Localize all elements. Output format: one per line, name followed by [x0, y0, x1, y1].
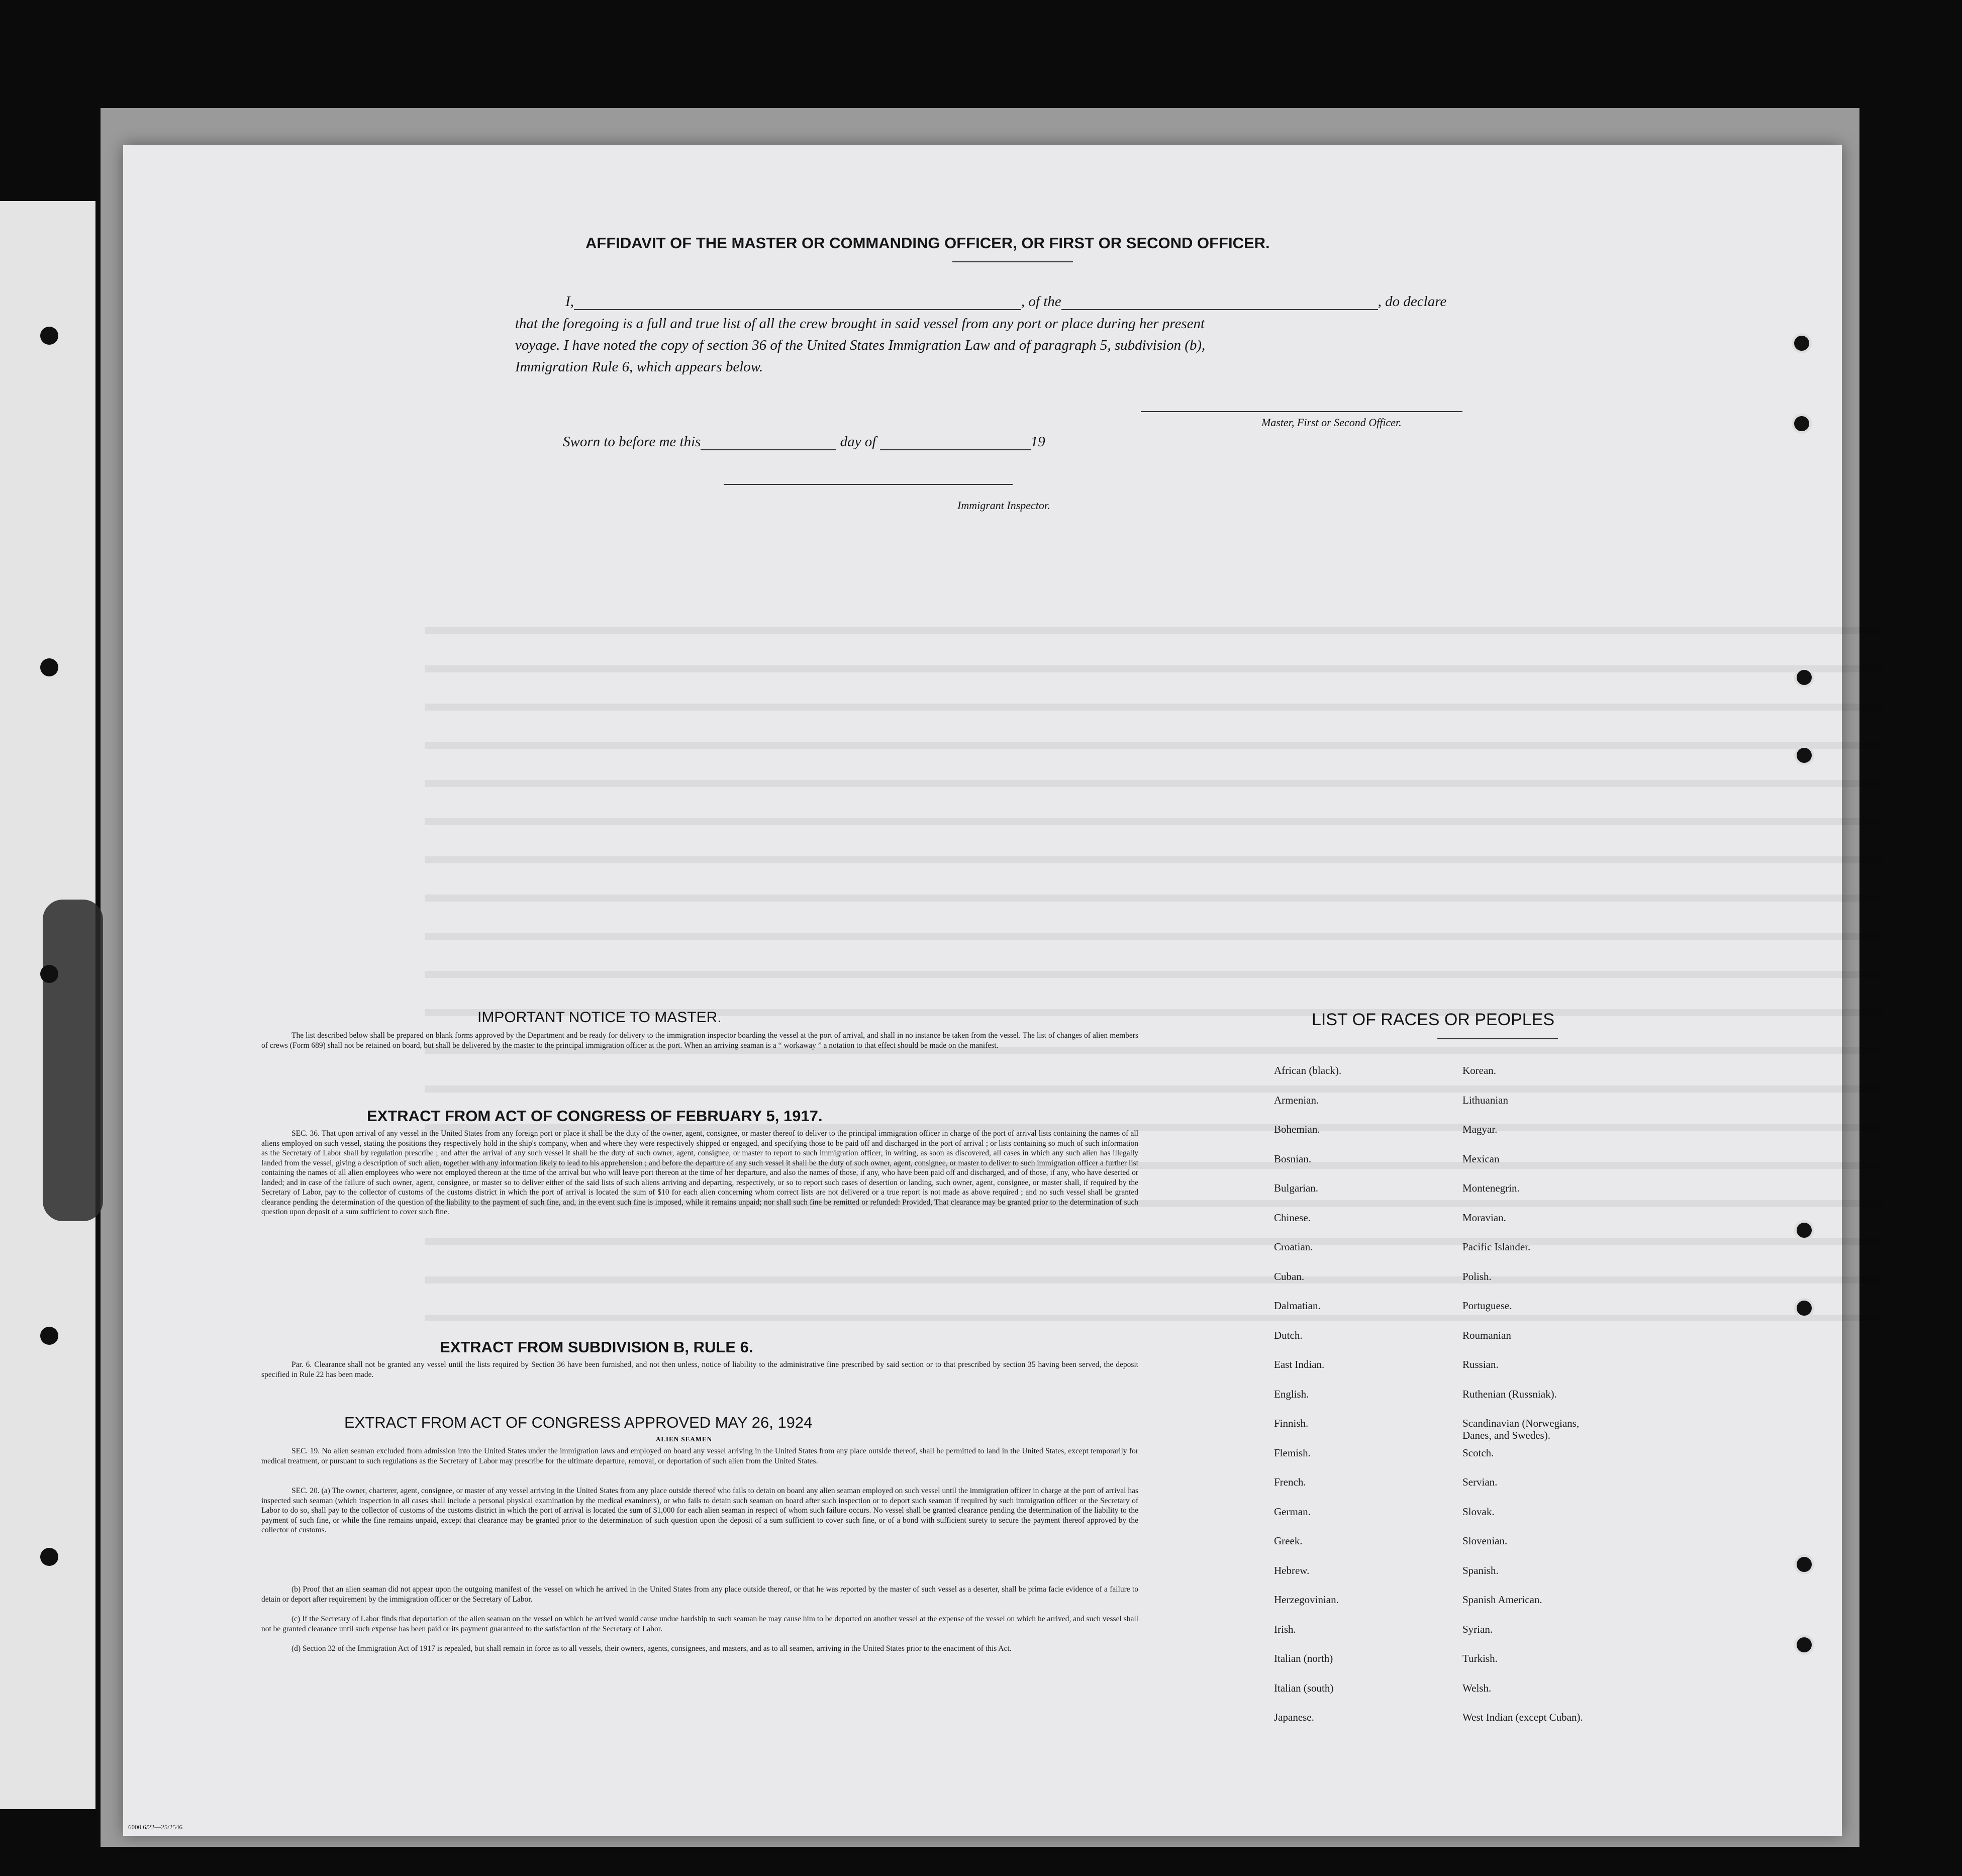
race-item: Chinese.	[1274, 1211, 1311, 1224]
inspector-label: Immigrant Inspector.	[957, 499, 1050, 512]
race-item: Hebrew.	[1274, 1564, 1310, 1576]
title-rule	[952, 261, 1073, 262]
race-item: African (black).	[1274, 1064, 1342, 1076]
master-signature-line[interactable]	[1141, 411, 1462, 412]
punch-hole	[40, 658, 58, 676]
punch-hole	[1794, 745, 1814, 765]
sworn-line	[563, 434, 1045, 450]
punch-hole	[1794, 1554, 1814, 1574]
race-item: Dutch.	[1274, 1329, 1303, 1341]
race-item: English.	[1274, 1388, 1309, 1400]
affidavit-line-4: Immigration Rule 6, which appears below.	[515, 359, 763, 375]
punch-hole	[1792, 333, 1812, 353]
race-item: Herzegovinian.	[1274, 1594, 1339, 1606]
race-item: Portuguese.	[1462, 1300, 1512, 1312]
name-blank[interactable]	[574, 309, 1021, 310]
races-title-rule	[1437, 1038, 1558, 1039]
race-item: Japanese.	[1274, 1711, 1314, 1723]
race-item: Croatian.	[1274, 1241, 1313, 1253]
race-item: Ruthenian (Russniak).	[1462, 1388, 1557, 1400]
race-item: Montenegrin.	[1462, 1182, 1520, 1194]
race-item: Slovenian.	[1462, 1535, 1508, 1547]
race-item: Slovak.	[1462, 1505, 1495, 1518]
sec-20c-text: (c) If the Secretary of Labor finds that deportation of the alien seaman on the vessel on which he arrived would cause undue hardship to such seaman he may cause him to be deported on another vessel at the expense of the vessel on which he arrived, and such vessel shall not be granted clearance until such expense has been paid or its payment guaranteed to the satisfaction of the Secretary of Labor.	[261, 1615, 1138, 1633]
day-of-text: day of	[840, 434, 876, 450]
inspector-signature-line[interactable]	[724, 484, 1013, 485]
race-item: Mexican	[1462, 1152, 1500, 1165]
race-item: Roumanian	[1462, 1329, 1511, 1341]
races-title: LIST OF RACES OR PEOPLES	[1312, 1010, 1555, 1029]
race-item: Dalmatian.	[1274, 1300, 1321, 1312]
notice-title: IMPORTANT NOTICE TO MASTER.	[477, 1009, 722, 1026]
punch-hole	[1794, 1298, 1814, 1318]
race-item: Scotch.	[1462, 1446, 1494, 1459]
extract-1924-title: EXTRACT FROM ACT OF CONGRESS APPROVED MAY 26, 1924	[344, 1414, 813, 1431]
sworn-day-blank[interactable]	[701, 449, 836, 450]
punch-hole	[1794, 1635, 1814, 1655]
manifest-page	[123, 145, 1842, 1836]
punch-hole	[1794, 667, 1814, 687]
race-item: French.	[1274, 1476, 1306, 1488]
race-item: Flemish.	[1274, 1446, 1311, 1459]
sec-20d-text: (d) Section 32 of the Immigration Act of 1917 is repealed, but shall remain in force as to all vessels, their owners, agents, consignees, and masters, and as to all seamen, arriving in the United States prior to the enactment of this Act.	[291, 1644, 1012, 1653]
race-item: Bulgarian.	[1274, 1182, 1319, 1194]
race-item: Russian.	[1462, 1358, 1499, 1370]
race-item: Moravian.	[1462, 1211, 1506, 1224]
punch-hole	[40, 327, 58, 345]
subdivision-title: EXTRACT FROM SUBDIVISION B, RULE 6.	[440, 1338, 753, 1356]
race-item: Korean.	[1462, 1064, 1497, 1076]
sworn-month-blank[interactable]	[880, 449, 1031, 450]
vessel-blank[interactable]	[1061, 309, 1378, 310]
sworn-text: Sworn to before me this	[563, 434, 701, 450]
race-item: Italian (north)	[1274, 1652, 1333, 1664]
master-label: Master, First or Second Officer.	[1261, 416, 1402, 429]
affidavit-line-2: that the foregoing is a full and true list of all the crew brought in said vessel from any port or place during her present	[515, 316, 1205, 332]
race-item: Magyar.	[1462, 1123, 1498, 1135]
punch-hole	[1794, 1220, 1814, 1240]
affidavit-do-declare: , do declare	[1378, 293, 1447, 310]
race-item: Syrian.	[1462, 1623, 1493, 1635]
race-item: Servian.	[1462, 1476, 1498, 1488]
extract-1917-text: SEC. 36. That upon arrival of any vessel in the United States from any foreign port or place it shall be the duty of the owner, agent, consignee, or master thereof to deliver to the principal immigration officer in charge of the port of arrival lists containing the names of all aliens employed on such vessel, stating the positions they respectively hold in the ship's company, when and where they were respectively shipped or engaged, and specifying those to be paid off and discharged in the port of arrival ; or lists containing so much of such information as the Secretary of Labor shall by regulation prescribe ; and after the arrival of any such vessel it shall be the duty of such owner, agent, consignee, or master to report to such immigration officer, in writing, as soon as discovered, all cases in which any such alien has illegally landed from the vessel, giving a description of such alien, together with any information likely to lead to his apprehension ; and before the departure of any such vessel it shall be the duty of such owner, agent, consignee, or master to deliver to such immigration officer a further list containing the names of all alien employees who were not employed thereon at the time of the arrival but who will leave port thereon at the time of her departure, and also the names of those, if any, who have been paid off and discharged, and of those, if any, who have deserted or landed; and in case of the failure of such owner, agent, consignee, or master so to deliver either of the said lists of such aliens arriving and departing, respectively, or so to report such cases of desertion or landing, such owner, agent, consignee, or master shall, if required by the Secretary of Labor, pay to the collector of customs of the customs district in which the port of arrival is located the sum of $10 for each alien concerning whom correct lists are not delivered or a true report is not made as above required ; and no such vessel shall be granted clearance pending the determination of the question of the liability to the payment of such fine, and, in the event such fine is imposed, while it remains unpaid; nor shall such fine be remitted or refunded: Provided, That clearance may be granted prior to the determination of such question upon deposit of a sum sufficient to cover such fine.	[261, 1129, 1138, 1216]
punch-hole	[40, 1548, 58, 1566]
subdivision-text: Par. 6. Clearance shall not be granted any vessel until the lists required by Section 36 have been furnished, and not then unless, notice of liability to the administrative fine prescribed by said section or to that prescribed by section 35 having been served, the deposit specified in Rule 22 has been made.	[261, 1360, 1138, 1379]
year-text: 19	[1030, 434, 1045, 450]
race-item: Lithuanian	[1462, 1094, 1508, 1106]
race-item: German.	[1274, 1505, 1311, 1518]
race-item: Armenian.	[1274, 1094, 1319, 1106]
race-item: Scandinavian (Norwegians, Danes, and Swedes).	[1462, 1417, 1580, 1441]
punch-hole	[40, 965, 58, 983]
race-item: West Indian (except Cuban).	[1462, 1711, 1583, 1723]
form-number: 6000 6/22—25/2546	[128, 1823, 182, 1831]
race-item: Cuban.	[1274, 1270, 1305, 1282]
affidavit-line-1	[565, 293, 1446, 310]
extract-1917-title: EXTRACT FROM ACT OF CONGRESS OF FEBRUARY 5, 1917.	[367, 1107, 823, 1125]
sec-19-text: SEC. 19. No alien seaman excluded from admission into the United States under the immigration laws and employed on board any vessel arriving in the United States from any place outside thereof, shall be permitted to land in the United States, except temporarily for medical treatment, or pursuant to such regulations as the Secretary of Labor may prescribe for the ultimate departure, removal, or deportation of such alien from the United States.	[261, 1447, 1138, 1465]
race-item: Pacific Islander.	[1462, 1241, 1531, 1253]
extract-1924-subtitle: ALIEN SEAMEN	[656, 1435, 713, 1443]
affidavit-of-the: , of the	[1021, 293, 1061, 310]
race-item: Bohemian.	[1274, 1123, 1320, 1135]
race-item: Spanish.	[1462, 1564, 1499, 1576]
race-item: Turkish.	[1462, 1652, 1498, 1664]
sec-20a-text: SEC. 20. (a) The owner, charterer, agent, consignee, or master of any vessel arriving in the United States from any place outside thereof who fails to detain on board any alien seaman employed on such vessel until the immigration officer in charge at the port of arrival has inspected such seaman (which inspection in all cases shall include a personal physical examination by the medical examiners), or who fails to detain such seaman on board after such inspection or to deport such seaman if required by such immigration officer or the Secretary of Labor to do so, shall pay to the collector of customs of the customs district in which the port of arrival is located the sum of $1,000 for each alien seaman in respect of whom such failure occurs. No vessel shall be granted clearance pending the determination of the liability to the payment of such fine, or while the fine remains unpaid, except that clearance may be granted prior to the determination of such question upon the deposit of a sum sufficient to cover such fine, or of a bond with sufficient surety to secure the payment thereof approved by the collector of customs.	[261, 1487, 1138, 1534]
affidavit-i: I,	[565, 293, 574, 310]
affidavit-title: AFFIDAVIT OF THE MASTER OR COMMANDING OFFICER, OR FIRST OR SECOND OFFICER.	[585, 234, 1270, 252]
race-item: Italian (south)	[1274, 1682, 1334, 1694]
race-item: Greek.	[1274, 1535, 1303, 1547]
sec-20b-text: (b) Proof that an alien seaman did not appear upon the outgoing manifest of the vessel on which he arrived in the United States from any place outside thereof, or that he was reported by the master of such vessel as a deserter, shall be prima facie evidence of a failure to detain or deport after requirement by the immigration officer or the Secretary of Labor.	[261, 1585, 1138, 1604]
race-item: Polish.	[1462, 1270, 1492, 1282]
binding-ribbon	[43, 900, 103, 1221]
race-item: Spanish American.	[1462, 1594, 1542, 1606]
race-item: Welsh.	[1462, 1682, 1492, 1694]
affidavit-line-3: voyage. I have noted the copy of section 36 of the United States Immigration Law and of paragraph 5, subdivision (b),	[515, 337, 1206, 353]
race-item: Bosnian.	[1274, 1152, 1312, 1165]
punch-hole	[1792, 414, 1812, 434]
notice-text: The list described below shall be prepared on blank forms approved by the Department and be ready for delivery to the immigration inspector boarding the vessel at the port of arrival, and shall in no instance be taken from the vessel. The list of changes of alien members of crews (Form 689) shall not be retained on board, but shall be delivered by the master to the principal immigration officer at the port. When an arriving seaman is a “ workaway ” a notation to that effect should be made on the manifest.	[261, 1031, 1138, 1050]
race-item: Finnish.	[1274, 1417, 1309, 1429]
race-item: Irish.	[1274, 1623, 1296, 1635]
race-item: East Indian.	[1274, 1358, 1325, 1370]
punch-hole	[40, 1327, 58, 1345]
